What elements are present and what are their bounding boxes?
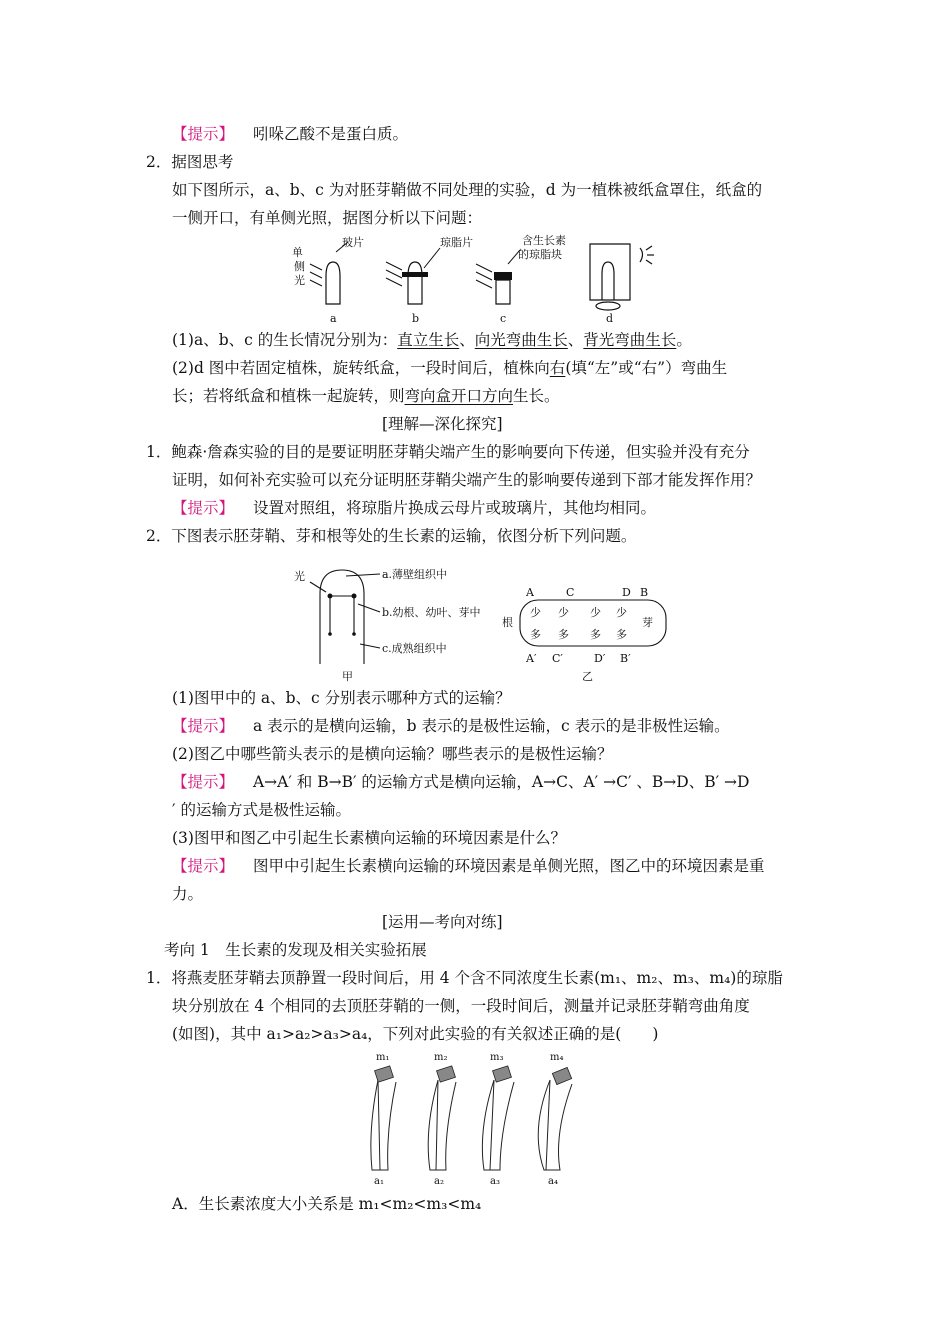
label-b-text: b.幼根、幼叶、芽中 (382, 606, 481, 619)
answer-blank: 右 (549, 359, 566, 377)
hint-line-2: 【提示】 设置对照组，将琼脂片换成云母片或玻璃片，其他均相同。 (172, 499, 656, 517)
exercise-1: 1．将燕麦胚芽鞘去顶静置一段时间后，用 4 个含不同浓度生长素(m₁、m₂、m₃、m₄)的琼脂 (146, 969, 783, 987)
auxin-agar-label-1: 含生长素 (522, 234, 566, 247)
answer-blank: 向光弯曲生长 (474, 331, 568, 349)
svg-text:D: D (622, 586, 631, 599)
a3-label: a₃ (490, 1176, 500, 1187)
label-d: d (606, 312, 614, 325)
agar-block-3 (493, 1066, 512, 1082)
svg-text:C′: C′ (552, 652, 563, 665)
m4-label: m₄ (550, 1052, 564, 1063)
paper-box (590, 244, 630, 300)
question-1: 1．鲍森·詹森实验的目的是要证明胚芽鞘尖端产生的影响要向下传递，但实验并没有充分 (146, 443, 750, 461)
sub-question-1: (1)图甲中的 a、b、c 分别表示哪种方式的运输？ (172, 689, 511, 707)
label-jia: 甲 (342, 670, 353, 683)
svg-text:多: 多 (530, 628, 541, 641)
paragraph-line: 如下图所示，a、b、c 为对胚芽鞘做不同处理的实验，d 为一植株被纸盒罩住，纸盒的 (172, 181, 763, 199)
svg-text:侧: 侧 (294, 260, 305, 273)
m2-label: m₂ (434, 1052, 448, 1063)
label-a-text: a.薄壁组织中 (382, 568, 448, 581)
agar-block-2 (437, 1066, 456, 1082)
figure-bending-angles (350, 1050, 600, 1188)
a1-label: a₁ (374, 1176, 384, 1187)
m1-label: m₁ (376, 1052, 390, 1063)
svg-text:C: C (566, 586, 575, 599)
label-b: b (412, 312, 420, 325)
mica-label: 玻片 (342, 236, 364, 249)
answer-2: (2)d 图中若固定植株，旋转纸盒，一段时间后，植株向右(填“左”或“右”）弯曲生 (172, 359, 728, 377)
option-a[interactable]: A．生长素浓度大小关系是 m₁<m₂<m₃<m₄ (172, 1195, 482, 1213)
svg-text:多: 多 (558, 628, 569, 641)
svg-text:少: 少 (616, 606, 627, 619)
label-shoot: 芽 (642, 616, 653, 629)
coleoptile-a (326, 262, 340, 304)
svg-text:D′: D′ (594, 652, 606, 665)
answer-blank: 直立生长 (397, 331, 460, 349)
question-1-line-2: 证明，如何补充实验可以充分证明胚芽鞘尖端产生的影响要传递到下部才能发挥作用？ (172, 471, 762, 489)
agar-block-4 (552, 1067, 571, 1084)
hint-line-5-cont: 力。 (172, 885, 204, 903)
figure-auxin-transport (290, 564, 670, 684)
label-c: c (500, 312, 507, 325)
answer-blank: 背光弯曲生长 (583, 331, 677, 349)
label-root: 根 (502, 616, 513, 629)
exercise-1-line-2: 块分别放在 4 个相同的去顶胚芽鞘的一侧，一段时间后，测量并记录胚芽鞘弯曲角度 (172, 997, 750, 1015)
topic-heading: 考向 1 生长素的发现及相关实验拓展 (164, 941, 427, 959)
svg-text:B: B (640, 586, 649, 599)
a4-label: a₄ (548, 1176, 558, 1187)
question-title: 据图思考 (171, 153, 234, 171)
sub-question-3: (3)图甲和图乙中引起生长素横向运输的环境因素是什么？ (172, 829, 566, 847)
hint-line-1 (172, 124, 408, 144)
agar-block-1 (375, 1066, 394, 1082)
coleoptile-c (496, 280, 510, 304)
hint-label: 【提示】 (172, 125, 235, 143)
hint-text: 吲哚乙酸不是蛋白质。 (252, 125, 408, 143)
svg-text:多: 多 (616, 628, 627, 641)
hint-line-5: 【提示】 图甲中引起生长素横向运输的环境因素是单侧光照，图乙中的环境因素是重 (172, 857, 765, 875)
hint-line-4: 【提示】 A→A′ 和 B→B′ 的运输方式是横向运输，A→C、A′ →C′ 、B→D、B′ →D (172, 773, 750, 791)
agar-slice (402, 272, 428, 277)
coleoptile-b (408, 262, 422, 304)
label-c-text: c.成熟组织中 (382, 642, 447, 655)
section-heading-1: [理解—深化探究] (382, 415, 503, 433)
a2-label: a₂ (434, 1176, 444, 1187)
light-label: 光 (294, 570, 305, 583)
question-number: 2． (146, 153, 172, 171)
svg-text:光: 光 (294, 274, 305, 287)
agar-label: 琼脂片 (440, 236, 473, 249)
hint-line-4-cont: ′ 的运输方式是极性运输。 (172, 801, 351, 819)
hint-line-3: 【提示】 a 表示的是横向运输，b 表示的是极性运输，c 表示的是非极性运输。 (172, 717, 730, 735)
svg-text:多: 多 (590, 628, 601, 641)
m3-label: m₃ (490, 1052, 504, 1063)
label-yi: 乙 (582, 670, 593, 683)
light-label-1: 单 (292, 246, 303, 259)
paragraph-line: 一侧开口，有单侧光照，据图分析以下问题： (172, 209, 483, 227)
answer-blank: 弯向盒开口方向 (404, 387, 514, 405)
figure-coleoptile-experiments (290, 234, 670, 326)
section-heading-2: [运用—考向对练] (382, 913, 503, 931)
coleoptile-3 (482, 1080, 514, 1170)
svg-text:少: 少 (558, 606, 569, 619)
sun-icon (640, 248, 643, 262)
coleoptile-jia (320, 570, 364, 664)
svg-text:B′: B′ (620, 652, 631, 665)
svg-text:少: 少 (590, 606, 601, 619)
auxin-agar-block (494, 272, 512, 280)
coleoptile-1 (371, 1080, 396, 1170)
question-heading (146, 152, 233, 172)
exercise-1-line-3: (如图)，其中 a₁>a₂>a₃>a₄，下列对此实验的有关叙述正确的是( ) (172, 1025, 659, 1043)
label-a: a (330, 312, 337, 325)
auxin-agar-label-2: 的琼脂块 (518, 248, 562, 261)
answer-2-line-2: 长；若将纸盒和植株一起旋转，则弯向盒开口方向生长。 (172, 387, 560, 405)
rotation-arrow (596, 302, 620, 310)
svg-text:少: 少 (530, 606, 541, 619)
plant-d (602, 262, 614, 300)
coleoptile-4 (538, 1080, 572, 1170)
answer-1: (1)a、b、c 的生长情况分别为：直立生长、向光弯曲生长、背光弯曲生长。 (172, 331, 692, 349)
question-2: 2．下图表示胚芽鞘、芽和根等处的生长素的运输，依图分析下列问题。 (146, 527, 637, 545)
svg-text:A: A (526, 586, 534, 599)
sub-question-2: (2)图乙中哪些箭头表示的是横向运输？哪些表示的是极性运输？ (172, 745, 613, 763)
coleoptile-2 (428, 1080, 456, 1170)
svg-text:A′: A′ (526, 652, 537, 665)
